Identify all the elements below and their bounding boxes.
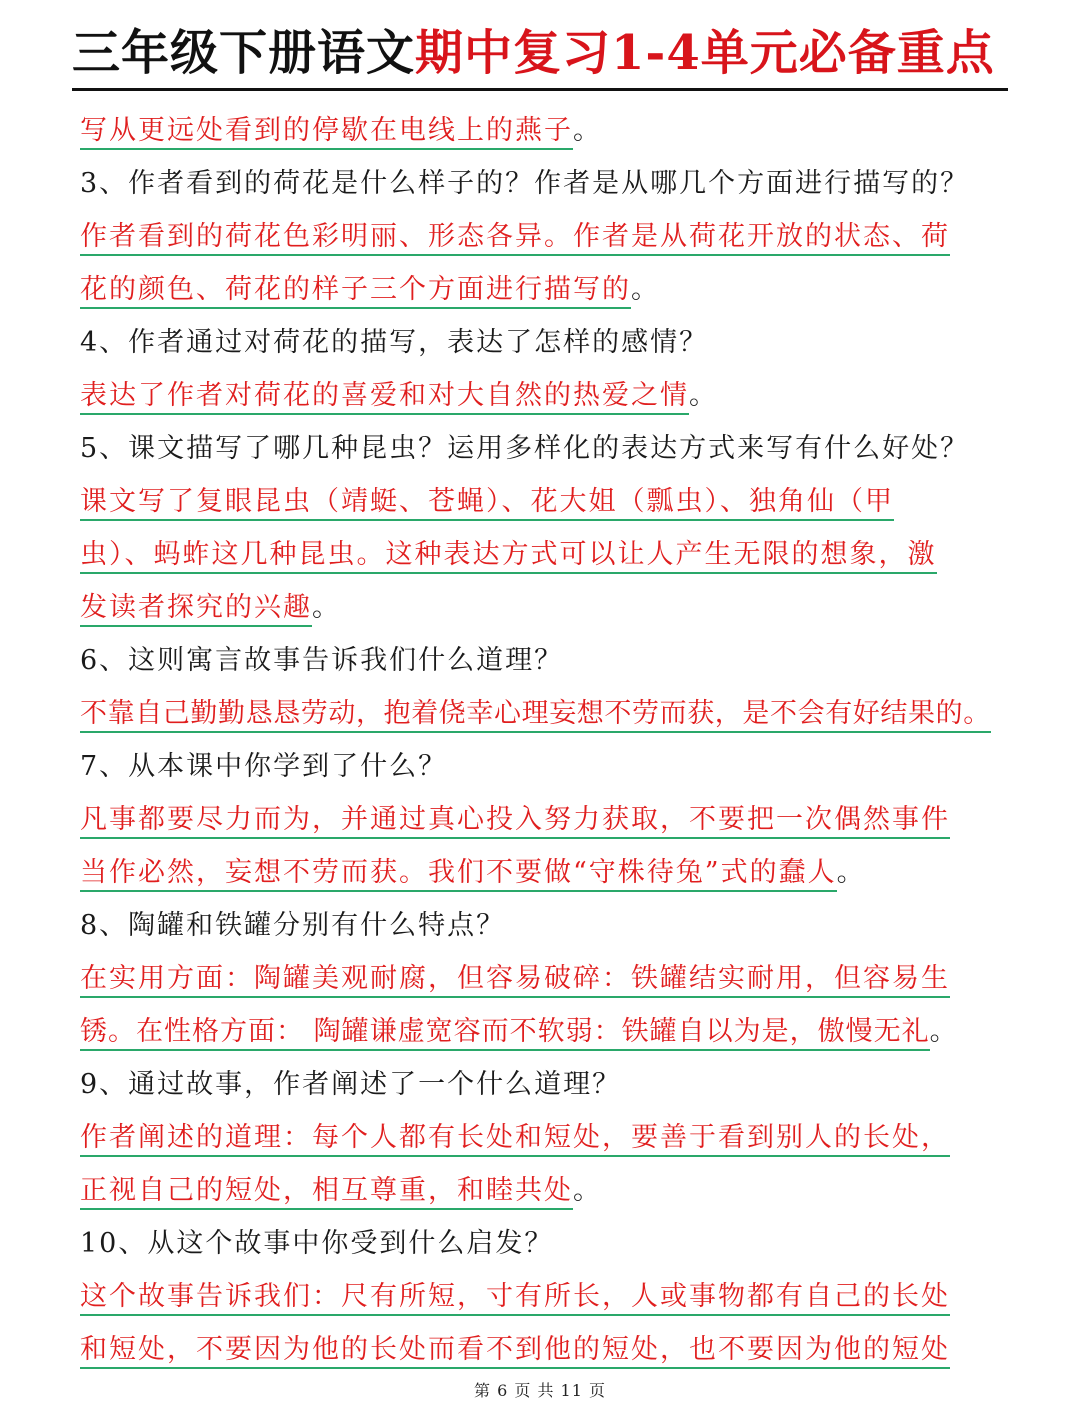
- title-red-part: 期中复习1-4单元必备重点: [415, 25, 995, 81]
- question-line: 10、从这个故事中你受到什么启发？: [80, 1228, 554, 1259]
- answer-end: 。: [689, 380, 718, 411]
- answer-line: [80, 480, 894, 524]
- answer-line: [80, 1328, 950, 1372]
- answer-text: 表达了作者对荷花的喜爱和对大自然的热爱之情: [80, 380, 689, 415]
- answer-text: 作者阐述的道理：每个人都有长处和短处，要善于看到别人的长处，: [80, 1122, 950, 1157]
- answer-text: 花的颜色、荷花的样子三个方面进行描写的: [80, 274, 631, 309]
- answer-line: [80, 851, 866, 895]
- title-underline: [72, 88, 1008, 91]
- answer-line: [80, 1169, 602, 1213]
- answer-line: [80, 215, 950, 259]
- answer-line: [80, 798, 950, 842]
- answer-text: 虫）、蚂蚱这几种昆虫。这种表达方式可以让人产生无限的想象，激: [80, 539, 937, 574]
- answer-line: [80, 374, 718, 418]
- answer-text: 在实用方面：陶罐美观耐腐，但容易破碎：铁罐结实耐用，但容易生: [80, 963, 950, 998]
- answer-line: [80, 692, 991, 736]
- answer-text: 课文写了复眼昆虫（靖蜓、苍蝇）、花大姐（瓢虫）、独角仙（甲: [80, 486, 894, 521]
- question-line: 5、课文描写了哪几种昆虫？运用多样化的表达方式来写有什么好处？: [80, 433, 970, 464]
- answer-line: [80, 1010, 958, 1054]
- answer-line: [80, 586, 341, 630]
- answer-line: [80, 957, 950, 1001]
- question-line: 8、陶罐和铁罐分别有什么特点？: [80, 910, 506, 941]
- question-line: 7、从本课中你学到了什么？: [80, 751, 448, 782]
- title-black-part: 三年级下册语文: [72, 25, 416, 81]
- answer-text: 写从更远处看到的停歇在电线上的燕子: [80, 115, 573, 150]
- answer-end: 。: [631, 274, 660, 305]
- answer-end: 。: [312, 592, 341, 623]
- answer-end: 。: [836, 857, 866, 888]
- answer-line: [80, 1116, 950, 1160]
- question-line: 9、通过故事，作者阐述了一个什么道理？: [80, 1069, 622, 1100]
- answer-text: 锈。在性格方面： 陶罐谦虚宽容而不软弱：铁罐自以为是，傲慢无礼: [80, 1016, 930, 1051]
- answer-line: [80, 1275, 950, 1319]
- answer-text: 凡事都要尽力而为，并通过真心投入努力获取，不要把一次偶然事件: [80, 804, 950, 839]
- answer-line: [80, 268, 660, 312]
- page-title: [72, 18, 1008, 88]
- answer-line: [80, 533, 937, 577]
- answer-text: 和短处，不要因为他的长处而看不到他的短处，也不要因为他的短处: [80, 1334, 950, 1369]
- answer-text: 发读者探究的兴趣: [80, 592, 312, 627]
- answer-line: [80, 109, 602, 153]
- question-line: 3、作者看到的荷花是什么样子的？作者是从哪几个方面进行描写的？: [80, 168, 970, 199]
- answer-text: 当作必然，妄想不劳而获。我们不要做“守株待兔”式的蠢人: [80, 857, 837, 892]
- question-line: 4、作者通过对荷花的描写，表达了怎样的感情？: [80, 327, 709, 358]
- page-footer: 第 6 页 共 11 页: [474, 1381, 606, 1400]
- answer-text: 正视自己的短处，相互尊重，和睦共处: [80, 1175, 573, 1210]
- answer-end: 。: [573, 115, 602, 146]
- answer-text: 不靠自己勤勤恳恳劳动，抱着侥幸心理妄想不劳而获，是不会有好结果的。: [80, 698, 991, 733]
- question-line: 6、这则寓言故事告诉我们什么道理？: [80, 645, 564, 676]
- answer-end: 。: [573, 1175, 602, 1206]
- answer-text: 这个故事告诉我们：尺有所短，寸有所长，人或事物都有自己的长处: [80, 1281, 950, 1316]
- answer-text: 作者看到的荷花色彩明丽、形态各异。作者是从荷花开放的状态、荷: [80, 221, 950, 256]
- answer-end: 。: [929, 1016, 958, 1047]
